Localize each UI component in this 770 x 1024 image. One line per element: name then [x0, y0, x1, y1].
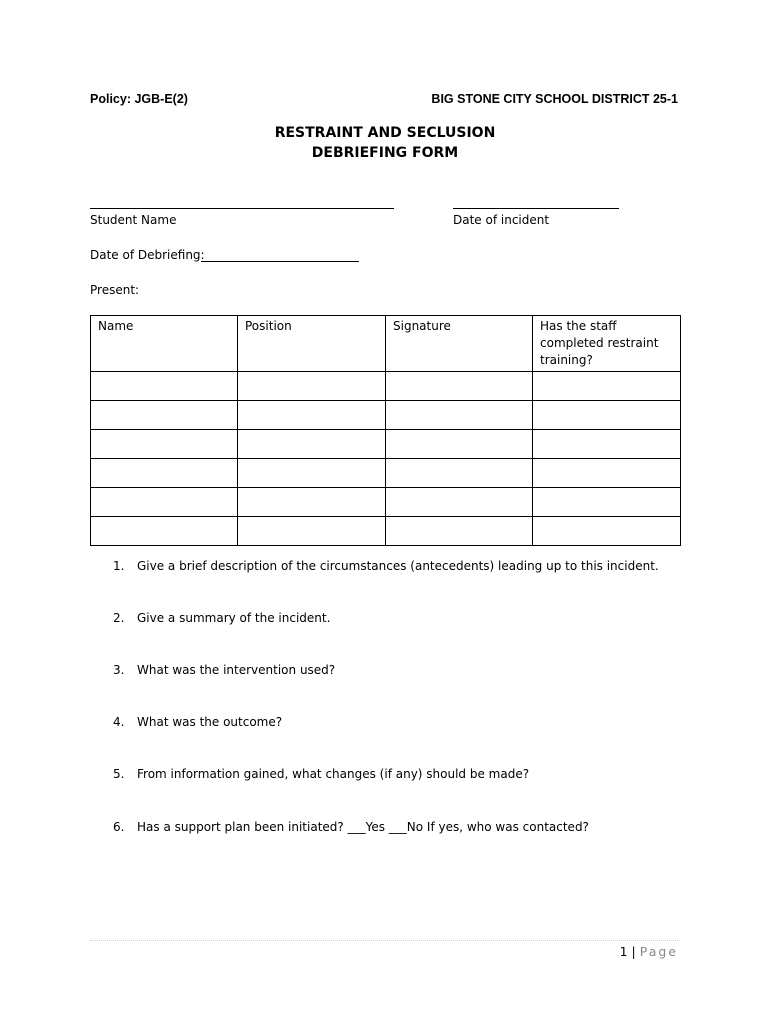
table-cell[interactable] — [238, 517, 386, 546]
student-name-label: Student Name — [90, 213, 177, 227]
page-footer — [620, 944, 678, 959]
question-text: From information gained, what changes (if any) should be made? — [137, 767, 530, 781]
attendee-table — [90, 315, 681, 546]
table-cell[interactable] — [386, 430, 533, 459]
question-text: Give a brief description of the circumstances (antecedents) leading up to this incident. — [137, 559, 659, 573]
question-6 — [113, 820, 589, 834]
table-cell[interactable] — [91, 401, 238, 430]
policy-number: Policy: JGB-E(2) — [90, 92, 188, 106]
question-4 — [113, 715, 282, 729]
table-row — [91, 401, 681, 430]
question-2 — [113, 611, 330, 625]
table-cell[interactable] — [386, 488, 533, 517]
question-number: 1. — [113, 559, 125, 573]
table-cell[interactable] — [238, 488, 386, 517]
table-row — [91, 517, 681, 546]
col-header-position: Position — [238, 316, 386, 372]
date-of-incident-field[interactable] — [453, 208, 619, 209]
question-text: Has a support plan been initiated? ___Yes ___No If yes, who was contacted? — [137, 820, 589, 834]
table-cell[interactable] — [91, 459, 238, 488]
table-cell[interactable] — [386, 459, 533, 488]
table-header-row — [91, 316, 681, 372]
present-label: Present: — [90, 283, 140, 297]
footer-rule — [90, 940, 680, 941]
question-text: Give a summary of the incident. — [137, 611, 331, 625]
question-5 — [113, 767, 529, 781]
page-label: Page — [639, 944, 678, 959]
table-cell[interactable] — [533, 372, 681, 401]
question-text: What was the outcome? — [137, 715, 283, 729]
question-number: 6. — [113, 820, 125, 834]
table-cell[interactable] — [533, 430, 681, 459]
table-cell[interactable] — [386, 517, 533, 546]
date-of-incident-label: Date of incident — [453, 213, 550, 227]
table-cell[interactable] — [386, 401, 533, 430]
table-cell[interactable] — [533, 401, 681, 430]
table-cell[interactable] — [91, 488, 238, 517]
question-number: 4. — [113, 715, 125, 729]
table-row — [91, 372, 681, 401]
district-name: BIG STONE CITY SCHOOL DISTRICT 25-1 — [431, 92, 678, 106]
question-text: What was the intervention used? — [137, 663, 336, 677]
form-title-line-2: DEBRIEFING FORM — [311, 145, 459, 161]
table-cell[interactable] — [238, 459, 386, 488]
form-title-line-1: RESTRAINT AND SECLUSION — [274, 125, 496, 141]
col-header-training: Has the staff completed restraint training? — [533, 316, 681, 372]
page-separator: | — [631, 944, 636, 959]
page-number: 1 — [619, 944, 628, 959]
table-cell[interactable] — [533, 488, 681, 517]
question-3 — [113, 663, 335, 677]
question-number: 3. — [113, 663, 125, 677]
table-cell[interactable] — [91, 372, 238, 401]
table-cell[interactable] — [533, 459, 681, 488]
table-row — [91, 430, 681, 459]
table-cell[interactable] — [238, 372, 386, 401]
date-of-debriefing-field[interactable] — [201, 261, 359, 262]
student-name-field[interactable] — [90, 208, 394, 209]
table-cell[interactable] — [91, 430, 238, 459]
col-header-name: Name — [91, 316, 238, 372]
table-cell[interactable] — [238, 430, 386, 459]
question-number: 2. — [113, 611, 125, 625]
table-cell[interactable] — [238, 401, 386, 430]
col-header-signature: Signature — [386, 316, 533, 372]
question-number: 5. — [113, 767, 125, 781]
table-row — [91, 459, 681, 488]
question-1 — [113, 559, 659, 573]
table-cell[interactable] — [386, 372, 533, 401]
table-cell[interactable] — [533, 517, 681, 546]
table-cell[interactable] — [91, 517, 238, 546]
table-row — [91, 488, 681, 517]
date-of-debriefing-label: Date of Debriefing: — [90, 248, 205, 262]
